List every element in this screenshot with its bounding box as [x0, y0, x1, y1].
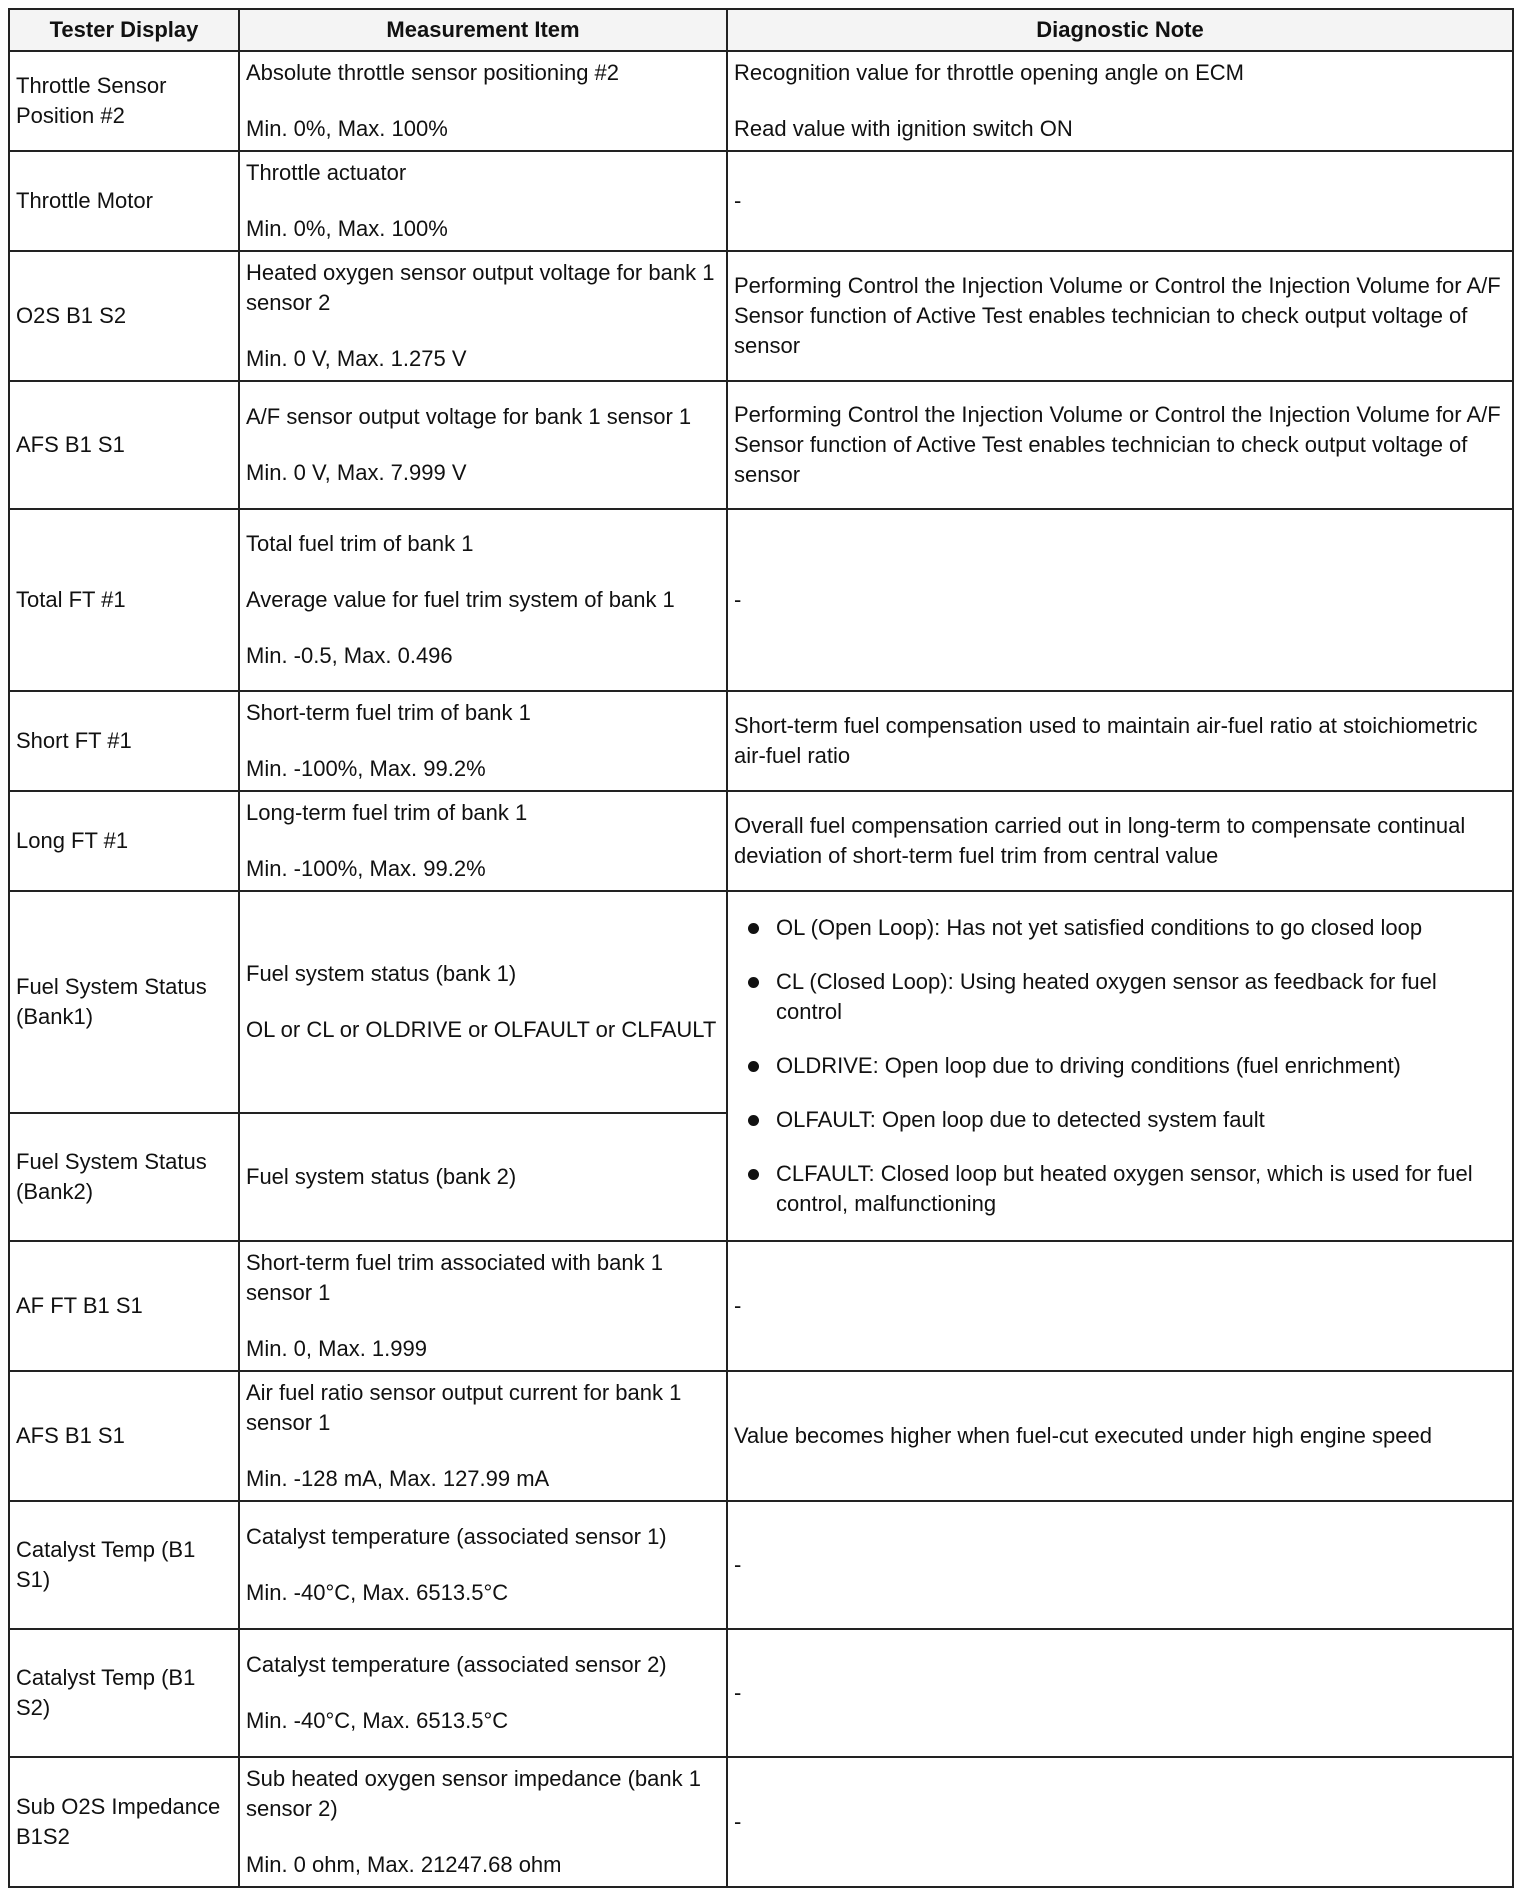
measurement-range: Min. 0, Max. 1.999: [246, 1336, 427, 1361]
measurement-item-cell: [239, 251, 727, 381]
diagnostic-note-cell: Overall fuel compensation carried out in long-term to compensate continual deviation of short-term fuel trim from central value: [727, 791, 1513, 891]
measurement-item-cell: [239, 1241, 727, 1371]
measurement-item-cell: [239, 1501, 727, 1629]
measurement-range: Min. 0%, Max. 100%: [246, 216, 448, 241]
measurement-range: Min. 0 V, Max. 7.999 V: [246, 460, 467, 485]
diagnostic-note-cell: Short-term fuel compensation used to maintain air-fuel ratio at stoichiometric air-fuel ratio: [727, 691, 1513, 791]
tester-display-cell: Catalyst Temp (B1 S2): [9, 1629, 239, 1757]
measurement-item-cell: [239, 1757, 727, 1887]
measurement-range: Min. 0 ohm, Max. 21247.68 ohm: [246, 1852, 562, 1877]
tester-display-cell: Short FT #1: [9, 691, 239, 791]
table-row: [9, 791, 1513, 891]
diagnostic-note-cell: Performing Control the Injection Volume or Control the Injection Volume for A/F Sensor function of Active Test enables technician to check output voltage of sensor: [727, 251, 1513, 381]
header-tester-display: Tester Display: [9, 9, 239, 51]
diagnostic-note-cell: -: [727, 509, 1513, 691]
measurement-text: OL or CL or OLDRIVE or OLFAULT or CLFAULT: [246, 1017, 717, 1042]
table-row: [9, 1629, 1513, 1757]
measurement-range: Min. -0.5, Max. 0.496: [246, 643, 453, 668]
diagnostic-note-cell: [727, 51, 1513, 151]
table-row: [9, 251, 1513, 381]
table-row: [9, 381, 1513, 509]
diagnostic-note-cell: -: [727, 1501, 1513, 1629]
measurement-text: Average value for fuel trim system of bank 1: [246, 587, 675, 612]
table-row: [9, 151, 1513, 251]
header-diagnostic-note: Diagnostic Note: [727, 9, 1513, 51]
diagnostic-note-cell: Value becomes higher when fuel-cut executed under high engine speed: [727, 1371, 1513, 1501]
tester-display-cell: AF FT B1 S1: [9, 1241, 239, 1371]
tester-display-cell: AFS B1 S1: [9, 381, 239, 509]
tester-display-cell: Throttle Motor: [9, 151, 239, 251]
measurement-text: Total fuel trim of bank 1: [246, 531, 474, 556]
diagnostic-note-cell: -: [727, 151, 1513, 251]
measurement-range: Min. -40°C, Max. 6513.5°C: [246, 1708, 509, 1733]
table-row: [9, 509, 1513, 691]
measurement-text: Throttle actuator: [246, 160, 407, 185]
tester-display-cell: Sub O2S Impedance B1S2: [9, 1757, 239, 1887]
measurement-text: Fuel system status (bank 1): [246, 961, 517, 986]
diagnostic-note-cell: Performing Control the Injection Volume or Control the Injection Volume for A/F Sensor function of Active Test enables technician to check output voltage of sensor: [727, 381, 1513, 509]
tester-display-cell: AFS B1 S1: [9, 1371, 239, 1501]
table-row: [9, 1371, 1513, 1501]
data-list-table: [8, 8, 1514, 1888]
table-row: [9, 891, 1513, 1113]
measurement-item-cell: [239, 891, 727, 1113]
tester-display-cell: Catalyst Temp (B1 S1): [9, 1501, 239, 1629]
note-text: Read value with ignition switch ON: [734, 116, 1073, 141]
measurement-item-cell: [239, 151, 727, 251]
table-row: [9, 1757, 1513, 1887]
measurement-text: Short-term fuel trim associated with bank 1 sensor 1: [246, 1250, 663, 1305]
measurement-text: Catalyst temperature (associated sensor 2): [246, 1652, 667, 1677]
measurement-item-cell: [239, 1113, 727, 1241]
data-list-table-container: [8, 8, 1512, 1888]
measurement-text: Catalyst temperature (associated sensor 1): [246, 1524, 667, 1549]
measurement-item-cell: [239, 509, 727, 691]
measurement-range: Min. -100%, Max. 99.2%: [246, 856, 486, 881]
table-row: [9, 1241, 1513, 1371]
tester-display-cell: Total FT #1: [9, 509, 239, 691]
measurement-text: Long-term fuel trim of bank 1: [246, 800, 528, 825]
measurement-range: Min. -100%, Max. 99.2%: [246, 756, 486, 781]
measurement-text: Sub heated oxygen sensor impedance (bank 1 sensor 2): [246, 1766, 701, 1821]
fuel-status-list: [734, 913, 1506, 1219]
table-row: [9, 1501, 1513, 1629]
diagnostic-note-cell: -: [727, 1241, 1513, 1371]
tester-display-cell: Fuel System Status (Bank1): [9, 891, 239, 1113]
header-row: [9, 9, 1513, 51]
list-item: CL (Closed Loop): Using heated oxygen sensor as feedback for fuel control: [776, 967, 1506, 1027]
table-row: [9, 51, 1513, 151]
tester-display-cell: Throttle Sensor Position #2: [9, 51, 239, 151]
header-measurement-item: Measurement Item: [239, 9, 727, 51]
measurement-text: Short-term fuel trim of bank 1: [246, 700, 531, 725]
measurement-item-cell: [239, 381, 727, 509]
measurement-item-cell: [239, 1629, 727, 1757]
list-item: OLDRIVE: Open loop due to driving conditions (fuel enrichment): [776, 1051, 1506, 1081]
list-item: CLFAULT: Closed loop but heated oxygen sensor, which is used for fuel control, malfunctioning: [776, 1159, 1506, 1219]
tester-display-cell: Long FT #1: [9, 791, 239, 891]
tester-display-cell: Fuel System Status (Bank2): [9, 1113, 239, 1241]
measurement-text: A/F sensor output voltage for bank 1 sensor 1: [246, 404, 692, 429]
measurement-text: Air fuel ratio sensor output current for bank 1 sensor 1: [246, 1380, 682, 1435]
measurement-text: Heated oxygen sensor output voltage for bank 1 sensor 2: [246, 260, 715, 315]
measurement-item-cell: [239, 1371, 727, 1501]
diagnostic-note-cell: [727, 891, 1513, 1241]
note-text: Recognition value for throttle opening angle on ECM: [734, 60, 1244, 85]
measurement-range: Min. 0%, Max. 100%: [246, 116, 448, 141]
measurement-item-cell: [239, 791, 727, 891]
tester-display-cell: O2S B1 S2: [9, 251, 239, 381]
measurement-text: Fuel system status (bank 2): [246, 1164, 517, 1189]
measurement-range: Min. -128 mA, Max. 127.99 mA: [246, 1466, 550, 1491]
measurement-item-cell: [239, 51, 727, 151]
diagnostic-note-cell: -: [727, 1757, 1513, 1887]
measurement-text: Absolute throttle sensor positioning #2: [246, 60, 620, 85]
measurement-range: Min. 0 V, Max. 1.275 V: [246, 346, 467, 371]
list-item: OL (Open Loop): Has not yet satisfied conditions to go closed loop: [776, 913, 1506, 943]
diagnostic-note-cell: -: [727, 1629, 1513, 1757]
measurement-range: Min. -40°C, Max. 6513.5°C: [246, 1580, 509, 1605]
measurement-item-cell: [239, 691, 727, 791]
list-item: OLFAULT: Open loop due to detected system fault: [776, 1105, 1506, 1135]
table-row: [9, 691, 1513, 791]
